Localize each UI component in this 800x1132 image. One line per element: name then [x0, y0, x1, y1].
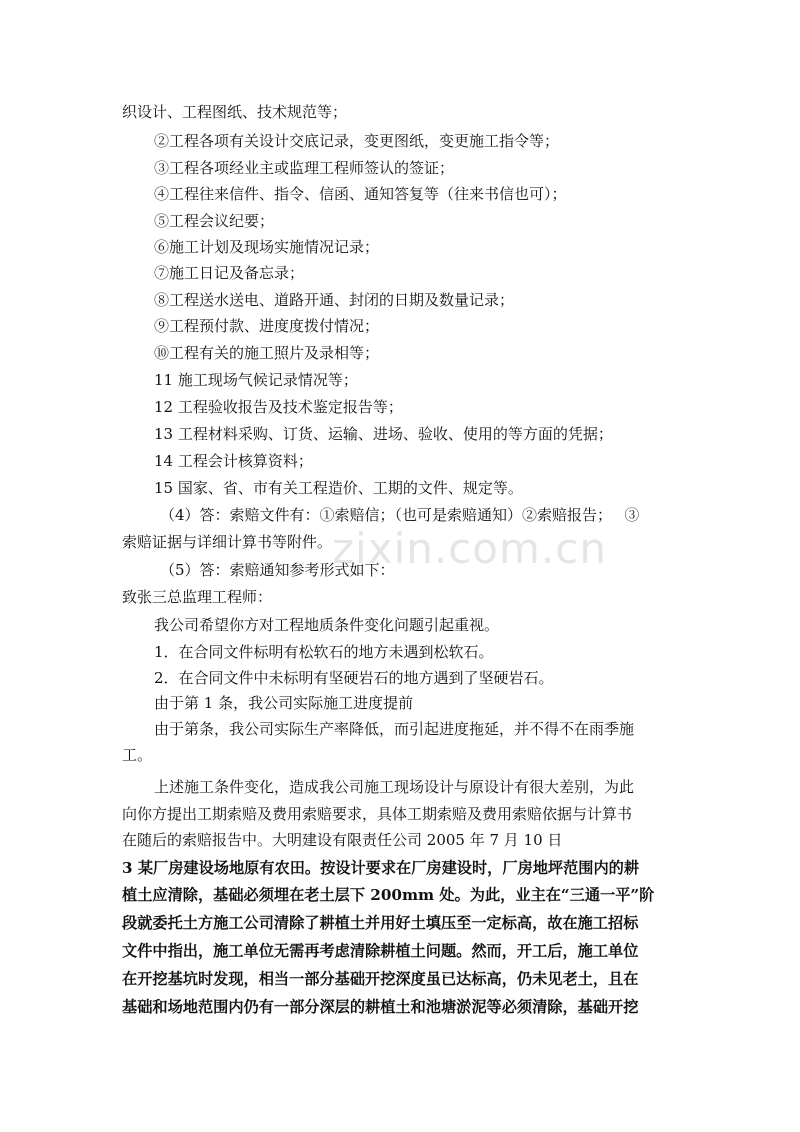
- text-line: 12 工程验收报告及技术鉴定报告等；: [154, 398, 403, 416]
- text-line: 我公司希望你方对工程地质条件变化问题引起重视。: [154, 616, 500, 634]
- text-line: 2．在合同文件中未标明有坚硬岩石的地方遇到了坚硬岩石。: [154, 669, 554, 687]
- text-line: ⑩工程有关的施工照片及录相等；: [154, 344, 380, 362]
- text-line: 织设计、工程图纸、技术规范等；: [122, 103, 348, 121]
- text-line: 在随后的索赔报告中。大明建设有限责任公司 2005 年 7 月 10 日: [122, 831, 563, 849]
- text-line: （5）答：索赔通知参考形式如下：: [160, 561, 395, 579]
- text-line: 由于第条，我公司实际生产率降低，而引起进度拖延，并不得不在雨季施: [154, 720, 635, 738]
- text-line: ⑦施工日记及备忘录；: [154, 264, 305, 282]
- text-line: 上述施工条件变化，造成我公司施工现场设计与原设计有很大差别，为此: [154, 778, 635, 796]
- text-line: ⑧工程送水送电、道路开通、封闭的日期及数量记录；: [154, 291, 515, 309]
- text-line: ⑤工程会议纪要；: [154, 212, 275, 230]
- text-line: ②工程各项有关设计交底记录，变更图纸，变更施工指令等；: [154, 132, 560, 150]
- text-line-bold: 植土应清除，基础必须埋在老土层下 200mm 处。为此，业主在“三通一平”阶: [122, 886, 655, 904]
- watermark-text: zixin.com.cn: [332, 524, 607, 573]
- text-line-bold: 3 某厂房建设场地原有农田。按设计要求在厂房建设时，厂房地坪范围内的耕: [122, 859, 640, 877]
- text-line: 15 国家、省、市有关工程造价、工期的文件、规定等。: [154, 479, 523, 497]
- text-line-bold: 段就委托土方施工公司清除了耕植土并用好土填压至一定标高，故在施工招标: [122, 914, 639, 932]
- text-line: ③工程各项经业主或监理工程师签认的签证；: [154, 159, 455, 177]
- text-line: 索赔证据与详细计算书等附件。: [122, 533, 333, 551]
- text-line: 1．在合同文件标明有松软石的地方未遇到松软石。: [154, 643, 494, 661]
- text-line-bold: 基础和场地范围内仍有一部分深层的耕植土和池塘淤泥等必须清除，基础开挖: [122, 998, 639, 1016]
- text-line: 11 施工现场气候记录情况等；: [154, 371, 358, 389]
- text-line: 工。: [122, 746, 153, 764]
- text-line: （4）答：索赔文件有：①索赔信；（也可是索赔通知）②索赔报告； ③: [160, 506, 640, 524]
- text-line-bold: 在开挖基坑时发现，相当一部分基础开挖深度虽已达标高，仍未见老土，且在: [122, 970, 639, 988]
- text-line-bold: 文件中指出，施工单位无需再考虑清除耕植土问题。然而，开工后，施工单位: [122, 942, 639, 960]
- text-line: 13 工程材料采购、订货、运输、进场、验收、使用的等方面的凭据；: [154, 425, 613, 443]
- text-line: ⑨工程预付款、进度度拨付情况；: [154, 317, 380, 335]
- text-line: 向你方提出工期索赔及费用索赔要求，具体工期索赔及费用索赔依据与计算书: [122, 805, 633, 823]
- text-line: 14 工程会计核算资料；: [154, 452, 313, 470]
- text-line: 致张三总监理工程师：: [122, 588, 273, 606]
- text-line: 由于第 1 条，我公司实际施工进度提前: [154, 694, 414, 712]
- text-line: ④工程往来信件、指令、信函、通知答复等（往来书信也可）；: [154, 185, 567, 203]
- text-line: ⑥施工计划及现场实施情况记录；: [154, 238, 380, 256]
